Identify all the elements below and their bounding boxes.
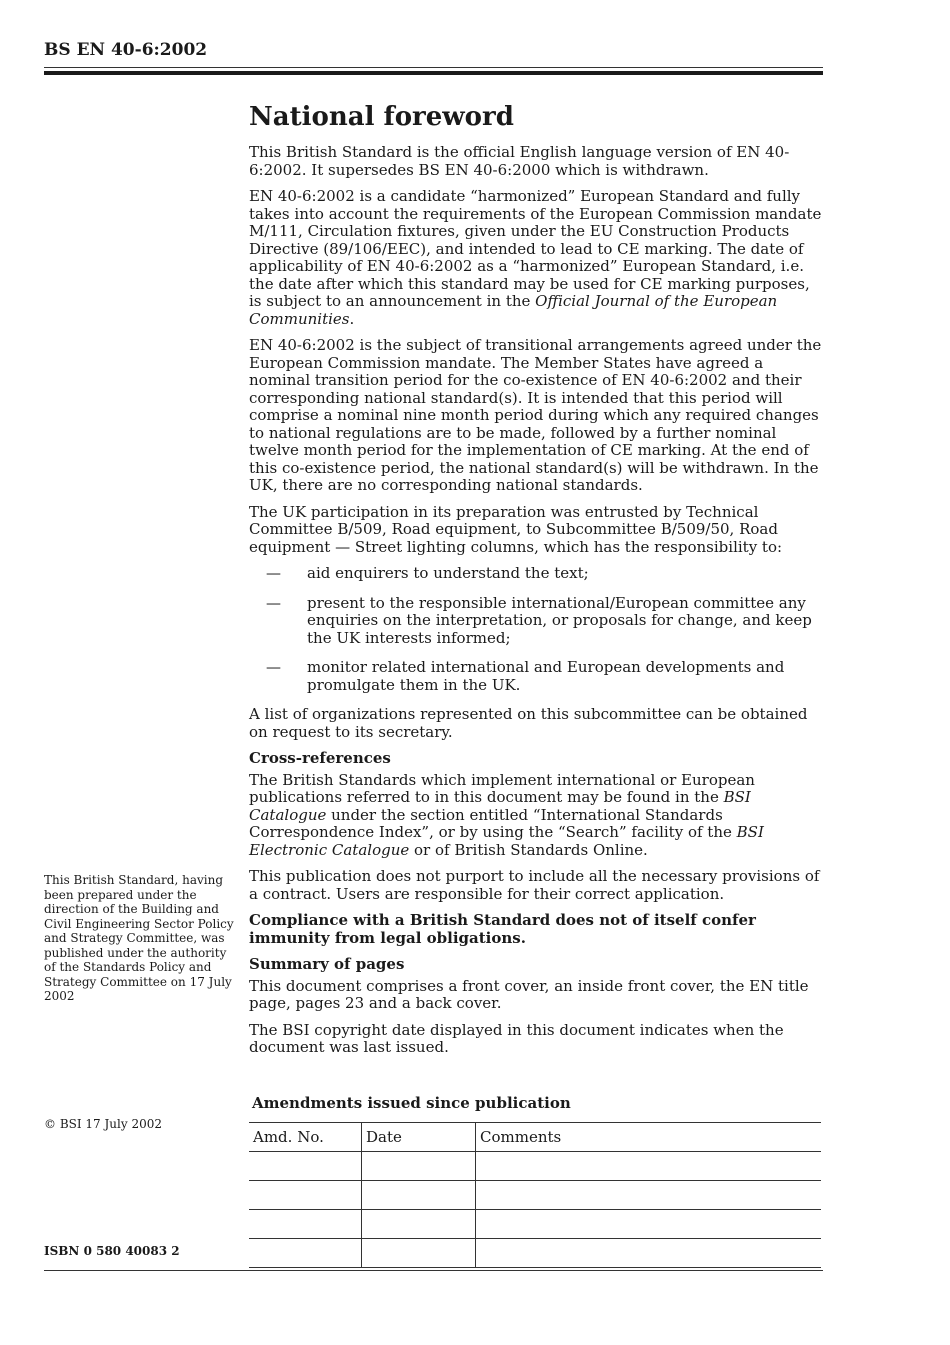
table-cell [476, 1152, 822, 1181]
header-comments: Comments [476, 1123, 822, 1152]
table-row [249, 1152, 821, 1181]
cross-ref-text-1: The British Standards which implement international or European publications referred to in this document may be found in the [249, 770, 755, 806]
table-cell [476, 1210, 822, 1239]
isbn-number: ISBN 0 580 40083 2 [44, 1244, 180, 1258]
header-rule-thin [44, 67, 823, 68]
list-item [249, 565, 823, 583]
table-cell [476, 1239, 822, 1268]
page-title: National foreword [249, 102, 514, 132]
paragraph-transitional: EN 40-6:2002 is the subject of transitional arrangements agreed under the European Commission mandate. The Member States have agreed a nominal transition period for the co-existence of EN 40-6:2002 and their corresponding national standard(s). It is intended that this period will comprise a nominal nine month period during which any required changes to national regulations are to be made, followed by a further nominal twelve month period for the implementation of CE marking. At the end of this co-existence period, the national standard(s) will be withdrawn. In the UK, there are no corresponding national standards. [249, 336, 822, 494]
list-item [249, 659, 823, 694]
dash-marker: — [266, 593, 281, 612]
paragraph-supersedes: This British Standard is the official English language version of EN 40-6:2002. It supersedes BS EN 40-6:2000 which is withdrawn. [249, 143, 790, 179]
list-item-text: present to the responsible international/European committee any enquiries on the interpretation, or proposals for change, and keep the UK interests informed; [307, 593, 812, 647]
heading-cross-references: Cross-references [249, 749, 391, 767]
table-cell [362, 1239, 476, 1268]
copyright-notice: © BSI 17 July 2002 [44, 1117, 163, 1131]
paragraph-harmonized [249, 188, 823, 328]
paragraph-harmonized-text: EN 40-6:2002 is a candidate “harmonized” European Standard and fully takes into account the requirements of the European Commission mandate M/111, Circulation fixtures, given under the EU Construction Products Directive (89/106/EEC), and intended to lead to CE marking. The date of applicability of EN 40-6:2002 as a “harmonized” European Standard, i.e. the date after which this standard may be used for CE marking purposes, is subject to an announcement in the [249, 187, 822, 310]
header-date: Date [362, 1123, 476, 1152]
bsi-electronic-catalogue-ref: BSI Electronic Catalogue [249, 823, 764, 859]
side-note-authority: This British Standard, having been prepared under the direction of the Building and Civil Engineering Sector Policy and Strategy Committee, was published under the authority of the Standards Policy and Strategy Committee on 17 July 2002 [44, 873, 234, 1003]
table-cell [362, 1210, 476, 1239]
paragraph-participation: The UK participation in its preparation was entrusted by Technical Committee B/509, Road equipment, to Subcommittee B/509/50, Road equipment — Street lighting columns, which has the responsibility to: [249, 502, 783, 556]
table-cell [249, 1152, 362, 1181]
list-item [249, 595, 823, 648]
paragraph-harmonized-end: . [349, 309, 355, 328]
amendments-table [249, 1122, 821, 1268]
table-cell [249, 1181, 362, 1210]
table-cell [362, 1152, 476, 1181]
amendments-title: Amendments issued since publication [252, 1094, 571, 1112]
table-row [249, 1239, 821, 1268]
responsibility-list [249, 565, 823, 694]
heading-summary-of-pages: Summary of pages [249, 955, 405, 973]
cross-ref-text-2: under the section entitled “International Standards Correspondence Index”, or by using the “Search” facility of the [249, 805, 737, 841]
table-cell [362, 1181, 476, 1210]
table-cell [476, 1181, 822, 1210]
dash-marker: — [266, 564, 281, 582]
paragraph-summary: This document comprises a front cover, an inside front cover, the EN title page, pages 23 and a back cover. [249, 976, 809, 1012]
header-rule-thick [44, 71, 823, 75]
table-header-row [249, 1123, 821, 1152]
list-item-text: monitor related international and European developments and promulgate them in the UK. [307, 658, 785, 694]
table-cell [249, 1210, 362, 1239]
paragraph-cross-references [249, 772, 823, 860]
dash-marker: — [266, 658, 281, 676]
official-journal-ref: Official Journal of the European Communities [249, 292, 778, 328]
table-row [249, 1210, 821, 1239]
footer-rule [44, 1270, 823, 1271]
document-code: BS EN 40-6:2002 [44, 40, 208, 60]
list-item-text: aid enquirers to understand the text; [307, 564, 589, 582]
foreword-body [249, 100, 823, 1066]
cross-ref-text-3: or of British Standards Online. [409, 840, 648, 859]
table-cell [249, 1239, 362, 1268]
paragraph-organizations: A list of organizations represented on this subcommittee can be obtained on request to its secretary. [249, 705, 808, 741]
paragraph-copyright-date: The BSI copyright date displayed in this document indicates when the document was last issued. [249, 1020, 784, 1056]
paragraph-provisions: This publication does not purport to include all the necessary provisions of a contract. Users are responsible for their correct application. [249, 867, 820, 903]
header-amd-no: Amd. No. [249, 1123, 362, 1152]
paragraph-compliance: Compliance with a British Standard does not of itself confer immunity from legal obligations. [249, 911, 756, 947]
bsi-catalogue-ref: BSI Catalogue [249, 788, 751, 824]
table-row [249, 1181, 821, 1210]
